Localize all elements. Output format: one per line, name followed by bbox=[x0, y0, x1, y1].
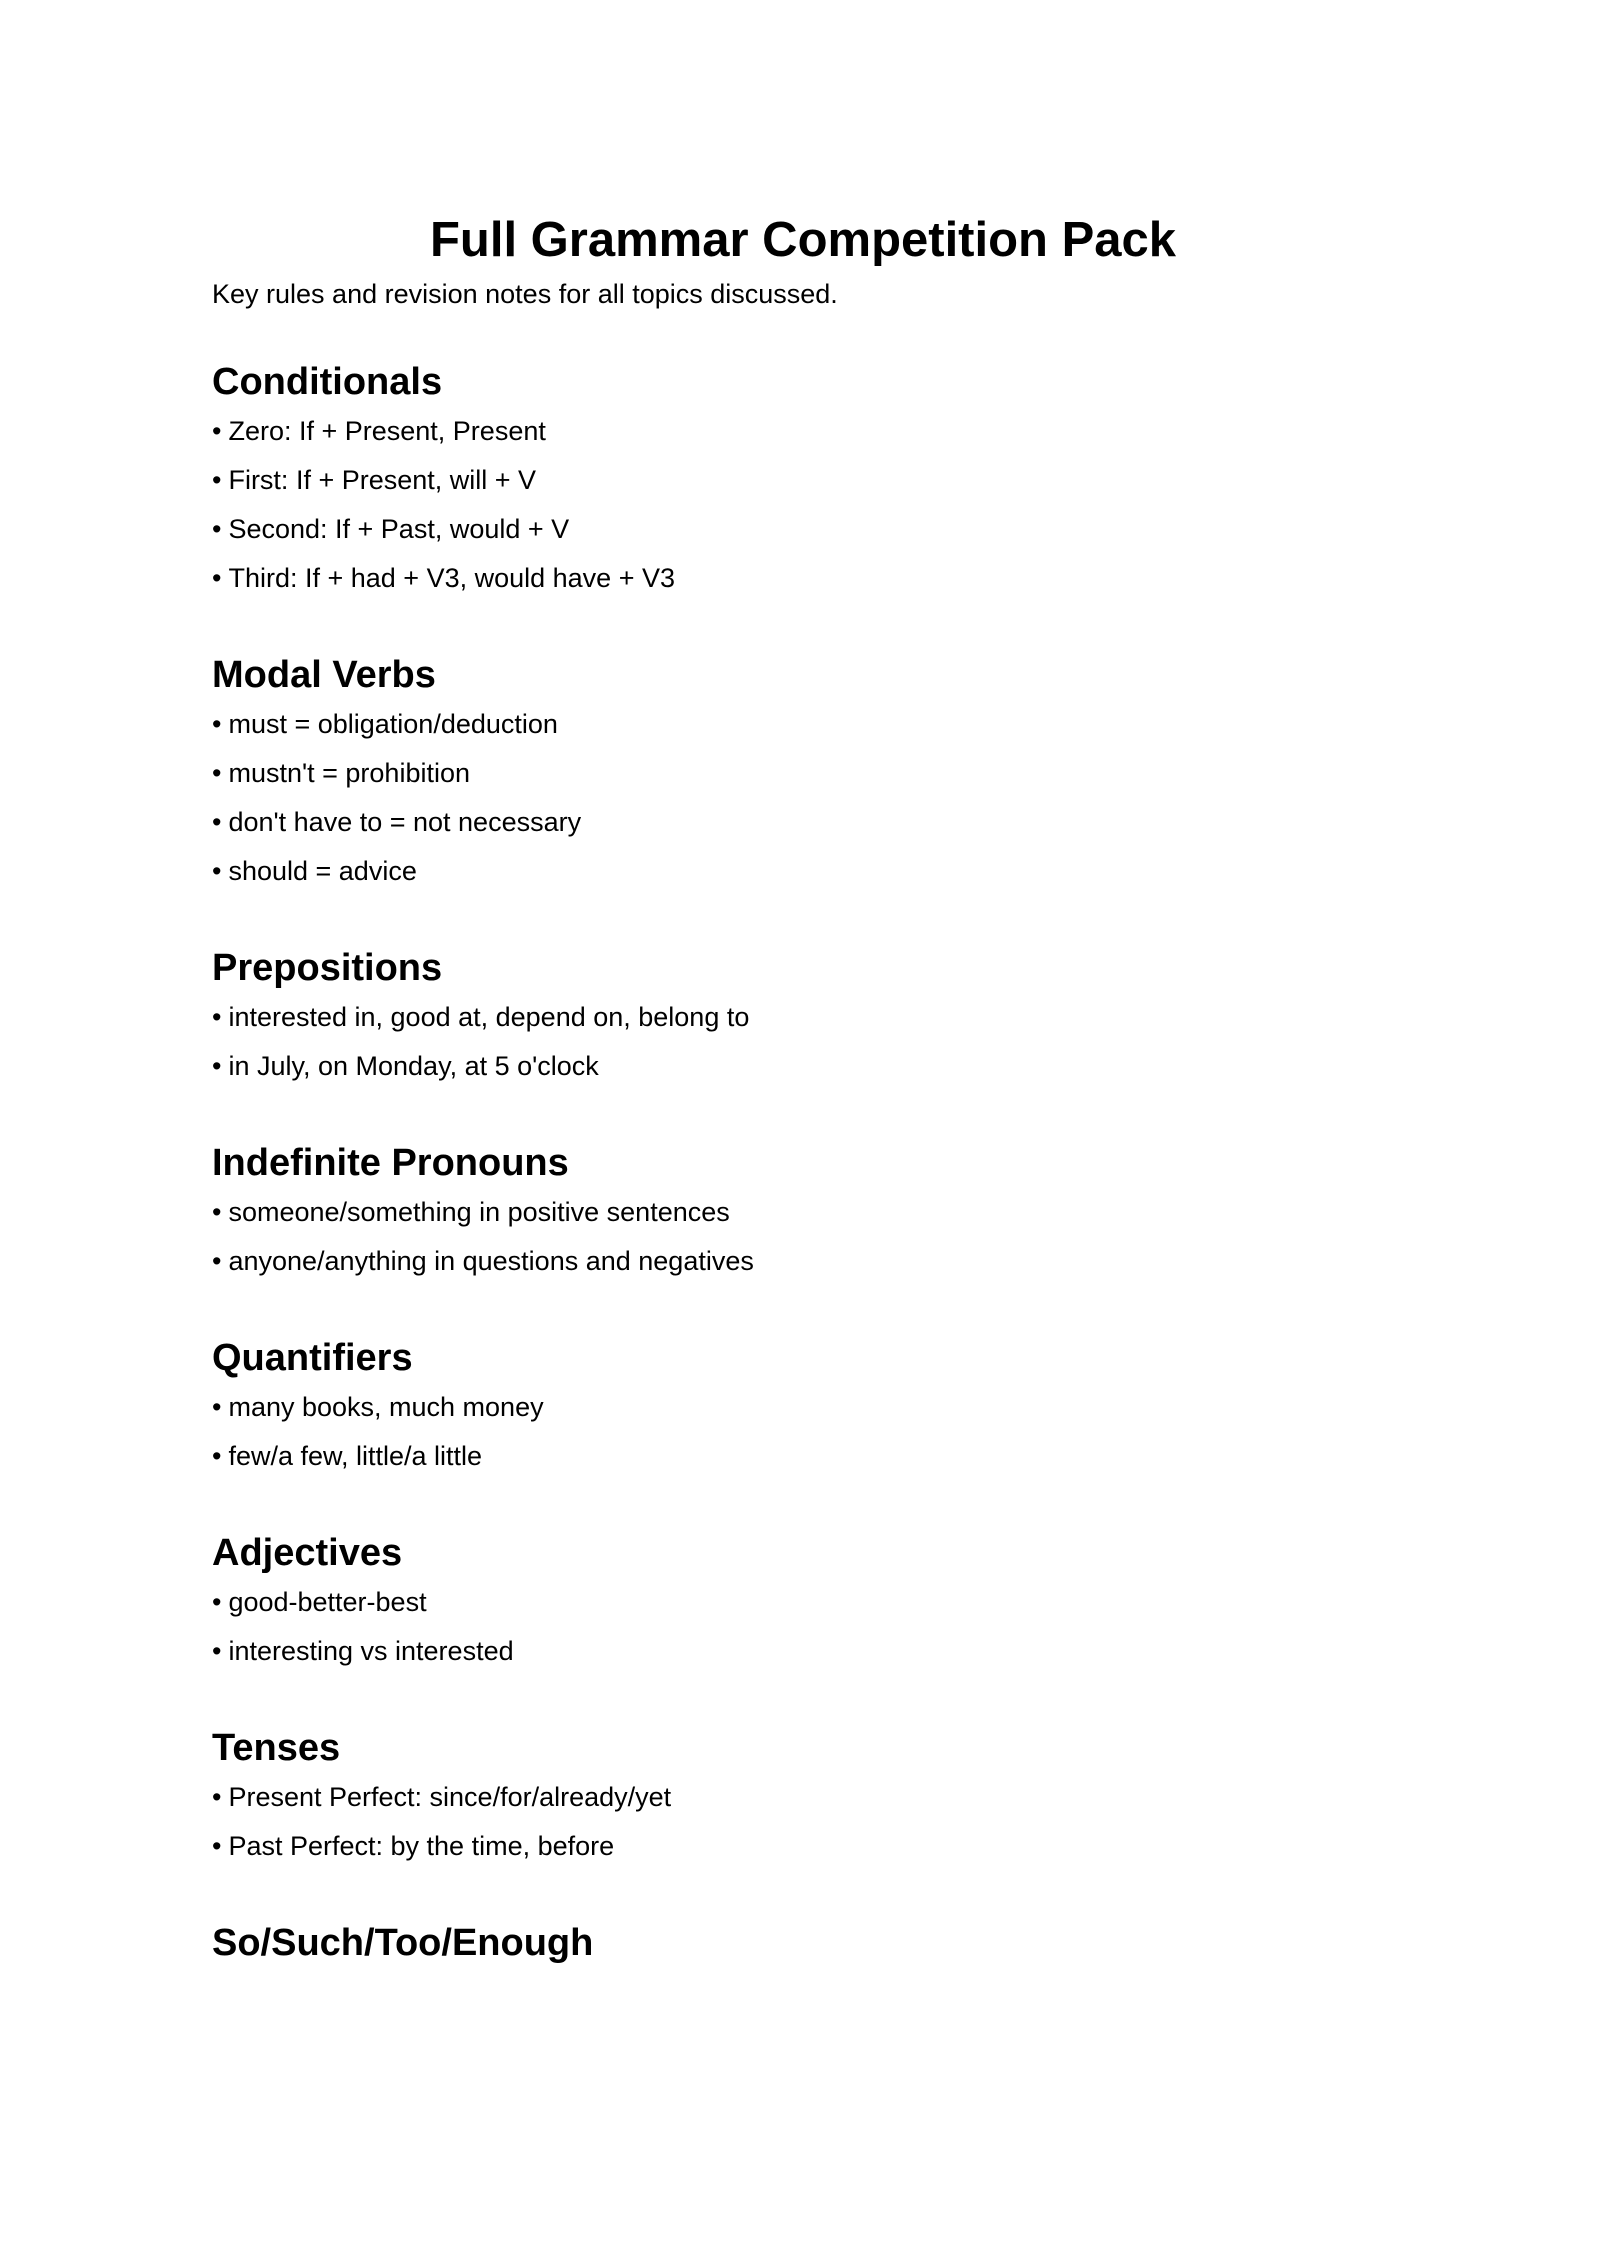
rule-item: • don't have to = not necessary bbox=[212, 805, 1392, 854]
document-subtitle: Key rules and revision notes for all topics discussed. bbox=[212, 279, 838, 309]
rule-list bbox=[212, 1780, 1392, 1863]
section bbox=[212, 1335, 1392, 1473]
rule-list bbox=[212, 1390, 1392, 1473]
rule-item: • someone/something in positive sentences bbox=[212, 1195, 1392, 1244]
section bbox=[212, 1530, 1392, 1668]
document-page bbox=[212, 210, 1392, 1966]
section bbox=[212, 1725, 1392, 1863]
rule-item: • Third: If + had + V3, would have + V3 bbox=[212, 561, 1392, 595]
section-heading: Tenses bbox=[212, 1727, 341, 1769]
rule-list bbox=[212, 414, 1392, 595]
section-heading: Prepositions bbox=[212, 947, 443, 989]
rule-item: • good-better-best bbox=[212, 1585, 1392, 1634]
rule-item: • First: If + Present, will + V bbox=[212, 463, 1392, 512]
rule-item: • few/a few, little/a little bbox=[212, 1439, 1392, 1473]
rule-list bbox=[212, 1000, 1392, 1083]
sections-container bbox=[212, 359, 1392, 1966]
section-heading: Adjectives bbox=[212, 1532, 403, 1574]
rule-item: • anyone/anything in questions and negatives bbox=[212, 1244, 1392, 1278]
rule-list bbox=[212, 1585, 1392, 1668]
section-heading: So/Such/Too/Enough bbox=[212, 1922, 594, 1964]
rule-item: • interesting vs interested bbox=[212, 1634, 1392, 1668]
section bbox=[212, 1920, 1392, 1966]
rule-list bbox=[212, 1195, 1392, 1278]
section-heading: Modal Verbs bbox=[212, 654, 436, 696]
section bbox=[212, 652, 1392, 888]
section-heading: Conditionals bbox=[212, 361, 443, 403]
section bbox=[212, 945, 1392, 1083]
rule-item: • interested in, good at, depend on, belong to bbox=[212, 1000, 1392, 1049]
rule-item: • Past Perfect: by the time, before bbox=[212, 1829, 1392, 1863]
document-title: Full Grammar Competition Pack bbox=[429, 213, 1177, 267]
section bbox=[212, 359, 1392, 595]
rule-item: • in July, on Monday, at 5 o'clock bbox=[212, 1049, 1392, 1083]
rule-list bbox=[212, 707, 1392, 888]
rule-item: • Present Perfect: since/for/already/yet bbox=[212, 1780, 1392, 1829]
section-heading: Quantifiers bbox=[212, 1337, 413, 1379]
rule-item: • many books, much money bbox=[212, 1390, 1392, 1439]
section-heading: Indefinite Pronouns bbox=[212, 1142, 569, 1184]
rule-item: • must = obligation/deduction bbox=[212, 707, 1392, 756]
rule-item: • Zero: If + Present, Present bbox=[212, 414, 1392, 463]
rule-item: • mustn't = prohibition bbox=[212, 756, 1392, 805]
rule-item: • Second: If + Past, would + V bbox=[212, 512, 1392, 561]
section bbox=[212, 1140, 1392, 1278]
rule-item: • should = advice bbox=[212, 854, 1392, 888]
